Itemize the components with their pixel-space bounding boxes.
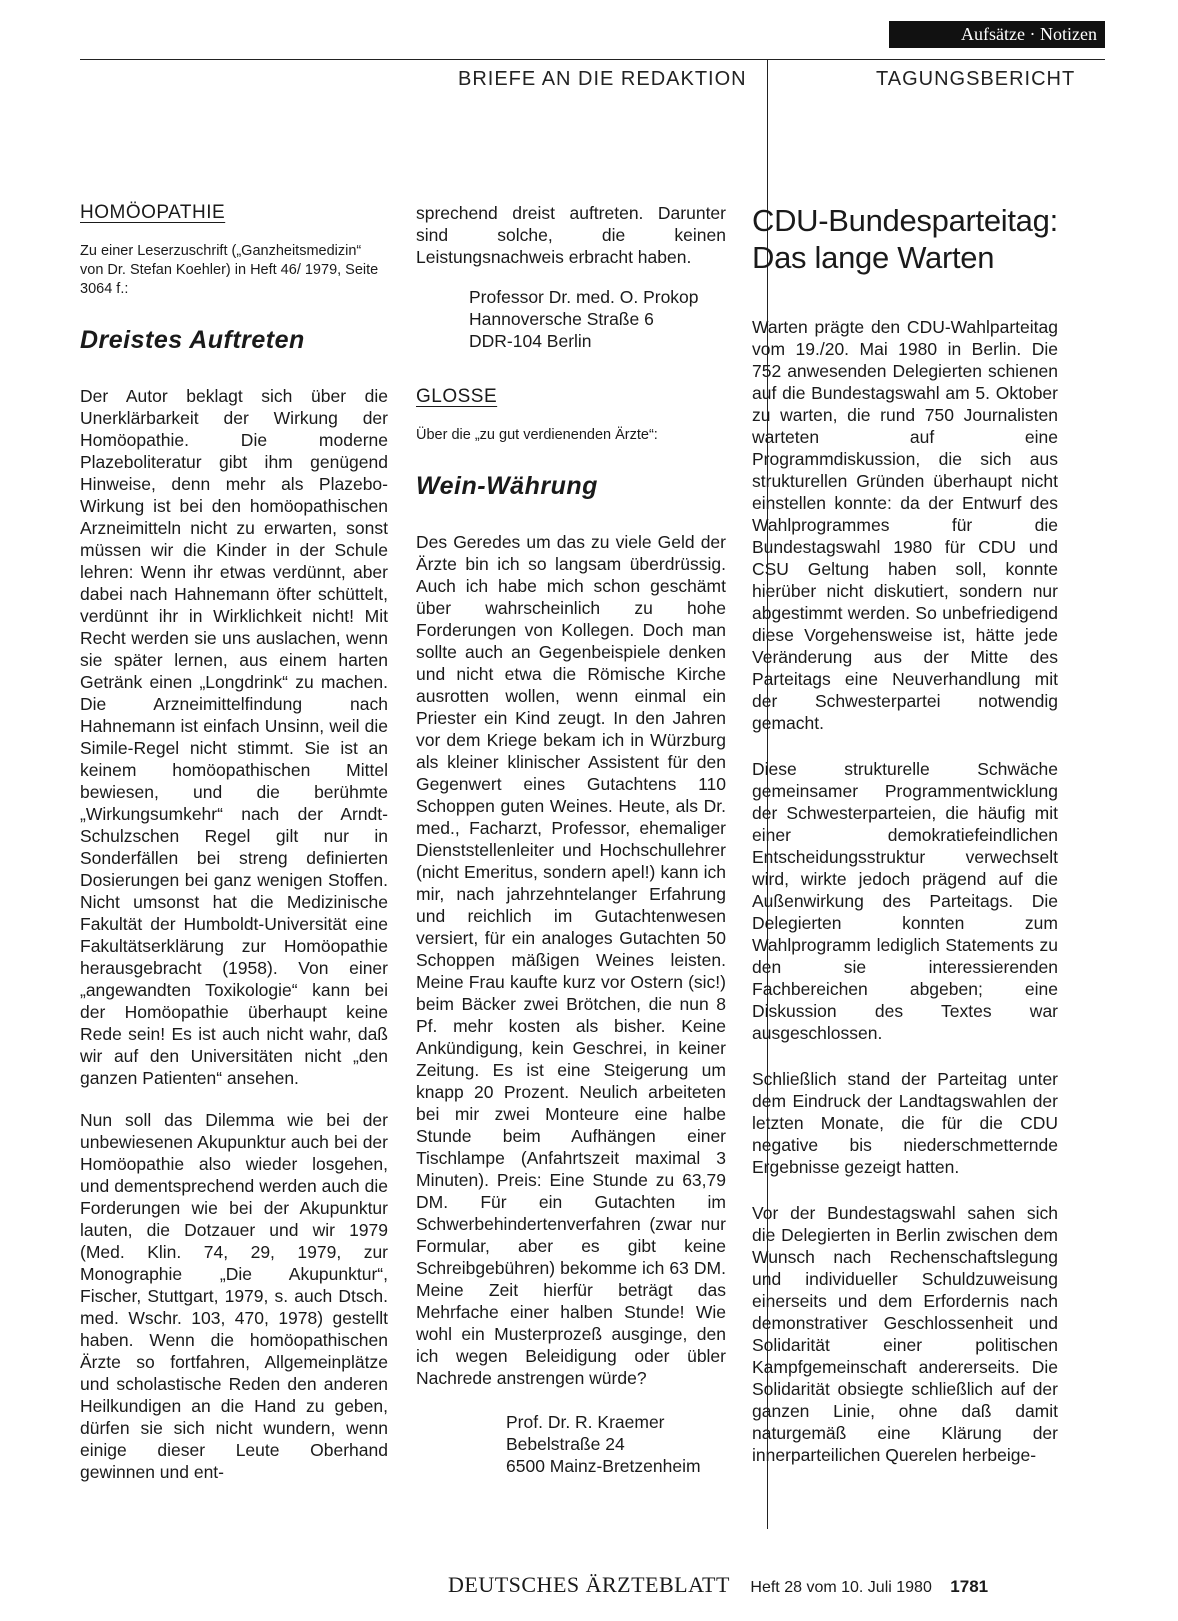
column-2 <box>416 202 726 1477</box>
letter2-paragraph-1: Des Geredes um das zu viele Geld der Ärzte bin ich so langsam überdrüssig. Auch ich habe mich schon geschämt über wahrscheinlich zu hohe Forderungen von Kollegen. Doch man sollte auch an Gegenbeispiele denken und nicht etwa die Römische Kirche ausrotten wollen, wenn einmal ein Priester ein Kind zeugt. In den Jahren vor dem Kriege bekam ich in Würzburg als kleiner klinischer Assistent für den Gegenwert eines Gutachtens 110 Schoppen guten Weines. Heute, als Dr. med., Facharzt, Professor, ehemaliger Dienststellenleiter und Hochschullehrer (nicht Emeritus, sondern apel!) kann ich mir, nach jahrzehntelanger Erfahrung und reichlich im Gutachtenwesen versiert, für ein analoges Gutachten 50 Schoppen mäßigen Weines leisten. Meine Frau kaufte kurz vor Ostern (sic!) beim Bäcker zwei Brötchen, die nun 8 Pf. mehr kosten als bisher. Keine Ankündigung, kein Geschrei, in keiner Zeitung. Es ist eine Steigerung um knapp 20 Prozent. Neulich arbeiteten bei mir zwei Monteure eine halbe Stunde beim Aufhängen einer Tischlampe (Anfahrtszeit maximal 3 Minuten). Preis: Eine Stunde zu 63,79 DM. Für ein Gutachten im Schwerbehindertenverfahren (zwar nur Formular, aber es gibt keine Schreibgebühren) bekomme ich 63 DM. Meine Zeit hierfür beträgt das Mehrfache einer halben Stunde! Wie wohl ein Musterprozeß ausginge, den ich wegen Beleidigung oder übler Nachrede anstrengen würde? <box>416 532 726 1388</box>
letter1-address <box>416 286 726 352</box>
address-line: DDR-104 Berlin <box>469 331 592 351</box>
column-1 <box>80 202 388 1483</box>
address-line: Hannoversche Straße 6 <box>469 309 654 329</box>
page-footer <box>448 1572 988 1598</box>
page-number: 1781 <box>950 1577 989 1596</box>
report-paragraph-1: Warten prägte den CDU-Wahlparteitag vom 19./20. Mai 1980 in Berlin. Die 752 anwesenden Delegierten schienen auf die Bundestagswahl am 5. Oktober zu warten, die rund 750 Journalisten warteten auf eine Programmdiskussion, die sich aus strukturellen Gründen überhaupt nicht einstellen konnte: da der Entwurf des Wahlprogrammes für die Bundestagswahl 1980 für CDU und CSU Geltung haben soll, konnte hierüber nicht diskutiert, sondern nur abgestimmt werden. So unbefriedigend diese Vorgehensweise ist, hätte jede Veränderung aus der Mitte des Parteitags eine Neuverhandlung mit der Schwesterpartei notwendig gemacht. <box>752 317 1058 733</box>
letter2-address <box>416 1411 726 1477</box>
section-label-letters: BRIEFE AN DIE REDAKTION <box>458 68 747 90</box>
report-headline: CDU-Bundesparteitag: Das lange Warten <box>752 203 1058 275</box>
address-line: Bebelstraße 24 <box>506 1434 625 1454</box>
letter1-paragraph-3: sprechend dreist auftreten. Darunter sind solche, die keinen Leistungsnachweis erbracht haben. <box>416 203 726 267</box>
header-rule <box>80 59 1105 60</box>
rubric-homoeopathie: HOMÖOPATHIE <box>80 202 226 223</box>
report-paragraph-4: Vor der Bundestagswahl sahen sich die Delegierten in Berlin zwischen dem Wunsch nach Rechenschaftslegung und individueller Schuldzuweisung einerseits und dem Erfordernis nach demonstrativer Geschlossenheit und Solidarität einer politischen Kampfgemeinschaft andererseits. Die Solidarität obsiegte schließlich auf der ganzen Linie, ohne daß damit naturgemäß eine Klärung der innerparteilichen Querelen herbeige- <box>752 1203 1058 1465</box>
magazine-name: DEUTSCHES ÄRZTEBLATT <box>448 1572 730 1597</box>
report-paragraph-2: Diese strukturelle Schwäche gemeinsamer Programmentwicklung der Schwesterparteien, die häufig mit einer demokratiefeindlichen Entscheidungsstruktur verwechselt wird, wirkte jedoch prägend auf die Außenwirkung des Parteitags. Die Delegierten konnten zum Wahlprogramm lediglich Statements zu den sie interessierenden Fachbereichen abgeben; eine Diskussion des Textes war ausgeschlossen. <box>752 759 1058 1043</box>
letter1-intro: Zu einer Leserzuschrift („Ganzheitsmedizin“ von Dr. Stefan Koehler) in Heft 46/ 1979, Seite 3064 f.: <box>80 243 379 297</box>
section-badge: Aufsätze · Notizen <box>889 21 1105 48</box>
letter2-intro: Über die „zu gut verdienenden Ärzte“: <box>416 427 658 443</box>
column-3 <box>752 202 1058 1466</box>
letter1-paragraph-1: Der Autor beklagt sich über die Unerklärbarkeit der Wirkung der Homöopathie. Die moderne Plazeboliteratur gibt ihm genügend Hinweise, denn mehr als Plazebo-Wirkung ist bei den homöopathischen Arzneimitteln nicht zu erwarten, sonst müssen wir die Kinder in der Schule lehren: Wenn ihr etwas verdünnt, aber dabei nach Hahnemann öfter schüttelt, verdünnt ihr in Wirklichkeit nicht! Mit Recht werden sie uns auslachen, wenn sie später lernen, aus einem harten Getränk einen „Longdrink“ zu machen. Die Arzneimittelfindung nach Hahnemann ist einfach Unsinn, weil die Simile-Regel nicht stimmt. Sie ist an keinem homöopathischen Mittel bewiesen, und die berühmte „Wirkungsumkehr“ nach der Arndt-Schulzschen Regel gilt nur in Sonderfällen bei streng definierten Dosierungen bei ganz wenigen Stoffen. Nicht umsonst hat die Medizinische Fakultät der Humboldt-Universität eine Fakultätserklärung zur Homöopathie herausgebracht (1958). Von einer „angewandten Toxikologie“ kann bei der Homöopathie überhaupt keine Rede sein! Es ist auch nicht wahr, daß wir auf den Universitäten nicht „den ganzen Patienten“ ansehen. <box>80 386 388 1088</box>
rubric-glosse: GLOSSE <box>416 386 498 407</box>
letter2-headline: Wein-Währung <box>416 472 598 500</box>
report-paragraph-3: Schließlich stand der Parteitag unter dem Eindruck der Landtagswahlen der letzten Monate, die für die CDU negative bis niederschmetternde Ergebnisse gezeigt hatten. <box>752 1069 1058 1177</box>
address-line: Professor Dr. med. O. Prokop <box>469 287 699 307</box>
address-line: Prof. Dr. R. Kraemer <box>506 1412 665 1432</box>
letter1-paragraph-2: Nun soll das Dilemma wie bei der unbewiesenen Akupunktur auch bei der Homöopathie also wieder losgehen, und dementsprechend werden auch die Forderungen wie bei der Akupunktur lauten, die Dotzauer und wir 1979 (Med. Klin. 74, 29, 1979, zur Monographie „Die Akupunktur“, Fischer, Stuttgart, 1979, s. auch Dtsch. med. Wschr. 103, 470, 1978) gestellt haben. Wenn die homöopathischen Ärzte so fortfahren, Allgemeinplätze und scholastische Reden den anderen Heilkundigen an die Hand zu geben, dürfen sie sich nicht wundern, wenn einige dieser Leute Oberhand gewinnen und ent- <box>80 1110 388 1482</box>
issue-info: Heft 28 vom 10. Juli 1980 <box>750 1579 932 1596</box>
address-line: 6500 Mainz-Bretzenheim <box>506 1456 701 1476</box>
section-label-report: TAGUNGSBERICHT <box>876 68 1076 90</box>
letter1-headline: Dreistes Auftreten <box>80 326 305 354</box>
